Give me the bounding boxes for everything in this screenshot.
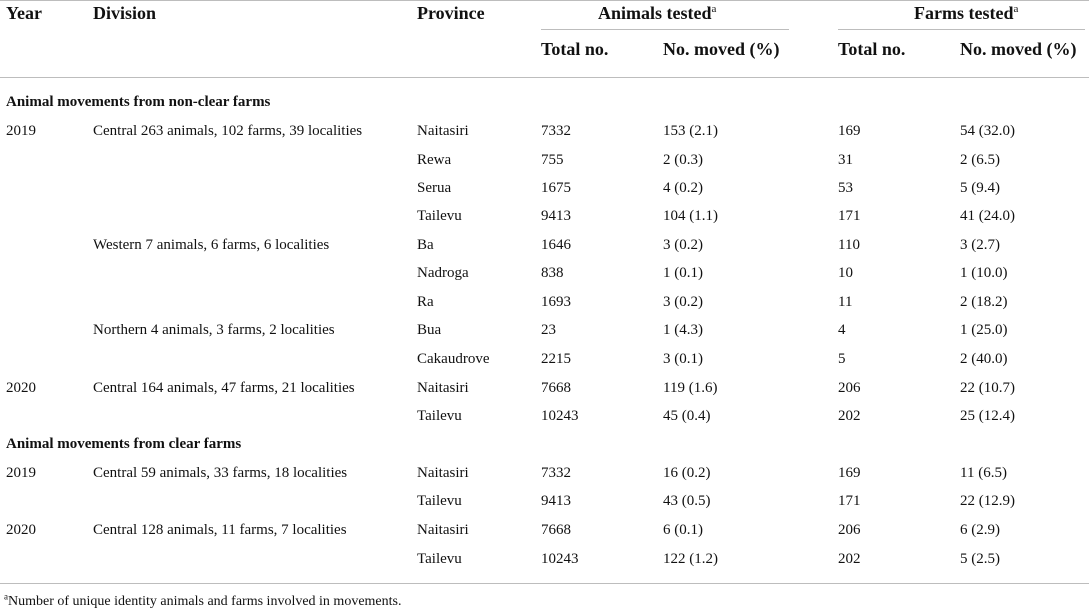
cell-division: Northern 4 animals, 3 farms, 2 localities (93, 322, 335, 338)
header-province: Province (417, 3, 485, 23)
cell-animals-moved: 1 (0.1) (663, 265, 703, 281)
header-animals-total: Total no. (541, 39, 609, 59)
cell-province: Tailevu (417, 551, 462, 567)
cell-farms-moved: 25 (12.4) (960, 408, 1015, 424)
cell-animals-moved: 45 (0.4) (663, 408, 711, 424)
footnote-mark: a (4, 591, 8, 602)
header-animals-moved: No. moved (%) (663, 39, 780, 59)
cell-animals-total: 9413 (541, 493, 571, 509)
cell-animals-moved: 3 (0.2) (663, 237, 703, 253)
header-animals-tested (598, 2, 716, 24)
header-farms-tested (914, 2, 1018, 24)
cell-year: 2019 (6, 465, 36, 481)
cell-animals-moved: 122 (1.2) (663, 551, 718, 567)
table-row (0, 293, 1089, 311)
table-row (0, 207, 1089, 225)
table-row (0, 521, 1089, 539)
cell-farms-moved: 1 (10.0) (960, 265, 1008, 281)
cell-farms-total: 171 (838, 208, 861, 224)
section-title-clear: Animal movements from clear farms (6, 436, 242, 452)
cell-year: 2019 (6, 123, 36, 139)
cell-farms-moved: 2 (18.2) (960, 294, 1008, 310)
cell-division: Central 128 animals, 11 farms, 7 localities (93, 522, 347, 538)
cell-province: Serua (417, 180, 452, 196)
cell-farms-moved: 5 (9.4) (960, 180, 1000, 196)
header-bottom-rule (0, 77, 1089, 78)
cell-farms-total: 10 (838, 265, 853, 281)
cell-farms-total: 11 (838, 294, 853, 310)
cell-division: Central 59 animals, 33 farms, 18 localities (93, 465, 348, 481)
cell-farms-moved: 11 (6.5) (960, 465, 1007, 481)
cell-animals-total: 2215 (541, 351, 571, 367)
table-row (0, 464, 1089, 482)
cell-animals-moved: 119 (1.6) (663, 380, 718, 396)
cell-farms-moved: 41 (24.0) (960, 208, 1015, 224)
cell-animals-moved: 43 (0.5) (663, 493, 711, 509)
cell-province: Naitasiri (417, 522, 469, 538)
cell-year: 2020 (6, 380, 36, 396)
cell-farms-moved: 2 (6.5) (960, 152, 1000, 168)
cell-animals-moved: 16 (0.2) (663, 465, 711, 481)
cell-farms-total: 202 (838, 408, 861, 424)
cell-division: Western 7 animals, 6 farms, 6 localities (93, 237, 330, 253)
cell-province: Cakaudrove (417, 351, 490, 367)
header-farms-total: Total no. (838, 39, 906, 59)
cell-animals-total: 1693 (541, 294, 571, 310)
header-year: Year (6, 3, 42, 23)
cell-animals-total: 7668 (541, 522, 571, 538)
cell-farms-moved: 22 (10.7) (960, 380, 1015, 396)
cell-farms-total: 110 (838, 237, 860, 253)
cell-animals-moved: 4 (0.2) (663, 180, 703, 196)
cell-province: Naitasiri (417, 465, 469, 481)
header-farms-moved: No. moved (%) (960, 39, 1077, 59)
cell-farms-total: 206 (838, 522, 861, 538)
cell-farms-total: 53 (838, 180, 853, 196)
cell-farms-moved: 1 (25.0) (960, 322, 1008, 338)
table-row (0, 151, 1089, 169)
cell-farms-moved: 54 (32.0) (960, 123, 1015, 139)
header-animals-tested-label: Animals tested (598, 3, 712, 23)
table-row (0, 236, 1089, 254)
cell-animals-total: 1646 (541, 237, 571, 253)
cell-animals-moved: 2 (0.3) (663, 152, 703, 168)
farms-group-rule (838, 29, 1085, 30)
cell-farms-moved: 3 (2.7) (960, 237, 1000, 253)
cell-province: Bua (417, 322, 442, 338)
cell-division: Central 263 animals, 102 farms, 39 localities (93, 123, 363, 139)
cell-farms-total: 31 (838, 152, 853, 168)
table-row (0, 350, 1089, 368)
table-row (0, 379, 1089, 397)
cell-animals-total: 7668 (541, 380, 571, 396)
cell-animals-moved: 1 (4.3) (663, 322, 703, 338)
header-division: Division (93, 3, 157, 23)
cell-province: Tailevu (417, 408, 462, 424)
table-bottom-rule (0, 583, 1089, 584)
animals-group-rule (541, 29, 789, 30)
cell-animals-total: 7332 (541, 465, 571, 481)
cell-province: Ra (417, 294, 434, 310)
cell-animals-moved: 3 (0.2) (663, 294, 703, 310)
cell-farms-total: 4 (838, 322, 846, 338)
cell-animals-total: 10243 (541, 408, 579, 424)
cell-province: Ba (417, 237, 434, 253)
cell-farms-total: 202 (838, 551, 861, 567)
table-row (0, 179, 1089, 197)
cell-farms-total: 169 (838, 123, 861, 139)
cell-division: Central 164 animals, 47 farms, 21 localities (93, 380, 355, 396)
cell-animals-total: 9413 (541, 208, 571, 224)
cell-farms-moved: 6 (2.9) (960, 522, 1000, 538)
cell-animals-moved: 153 (2.1) (663, 123, 718, 139)
table-row (0, 122, 1089, 140)
header-animals-footnote-mark: a (711, 3, 717, 15)
cell-animals-moved: 104 (1.1) (663, 208, 718, 224)
cell-province: Tailevu (417, 493, 462, 509)
cell-province: Tailevu (417, 208, 462, 224)
cell-animals-moved: 6 (0.1) (663, 522, 703, 538)
cell-farms-moved: 22 (12.9) (960, 493, 1015, 509)
table-top-rule (0, 0, 1089, 1)
cell-animals-total: 755 (541, 152, 564, 168)
table-row (0, 321, 1089, 339)
cell-animals-total: 838 (541, 265, 564, 281)
cell-animals-total: 10243 (541, 551, 579, 567)
cell-province: Rewa (417, 152, 452, 168)
header-farms-footnote-mark: a (1013, 3, 1019, 15)
cell-animals-moved: 3 (0.1) (663, 351, 703, 367)
table-row (0, 407, 1089, 425)
cell-farms-total: 169 (838, 465, 861, 481)
cell-province: Naitasiri (417, 123, 469, 139)
cell-province: Nadroga (417, 265, 469, 281)
table-row (0, 492, 1089, 510)
cell-farms-total: 5 (838, 351, 846, 367)
cell-farms-moved: 2 (40.0) (960, 351, 1008, 367)
cell-farms-total: 171 (838, 493, 861, 509)
cell-animals-total: 7332 (541, 123, 571, 139)
cell-year: 2020 (6, 522, 36, 538)
footnote-text: Number of unique identity animals and farms involved in movements. (8, 594, 402, 609)
section-title-non-clear: Animal movements from non-clear farms (6, 94, 271, 110)
cell-farms-moved: 5 (2.5) (960, 551, 1000, 567)
cell-animals-total: 23 (541, 322, 556, 338)
cell-animals-total: 1675 (541, 180, 571, 196)
table-row (0, 550, 1089, 568)
header-farms-tested-label: Farms tested (914, 3, 1014, 23)
table-row (0, 264, 1089, 282)
cell-province: Naitasiri (417, 380, 469, 396)
cell-farms-total: 206 (838, 380, 861, 396)
table-footnote (4, 591, 402, 610)
